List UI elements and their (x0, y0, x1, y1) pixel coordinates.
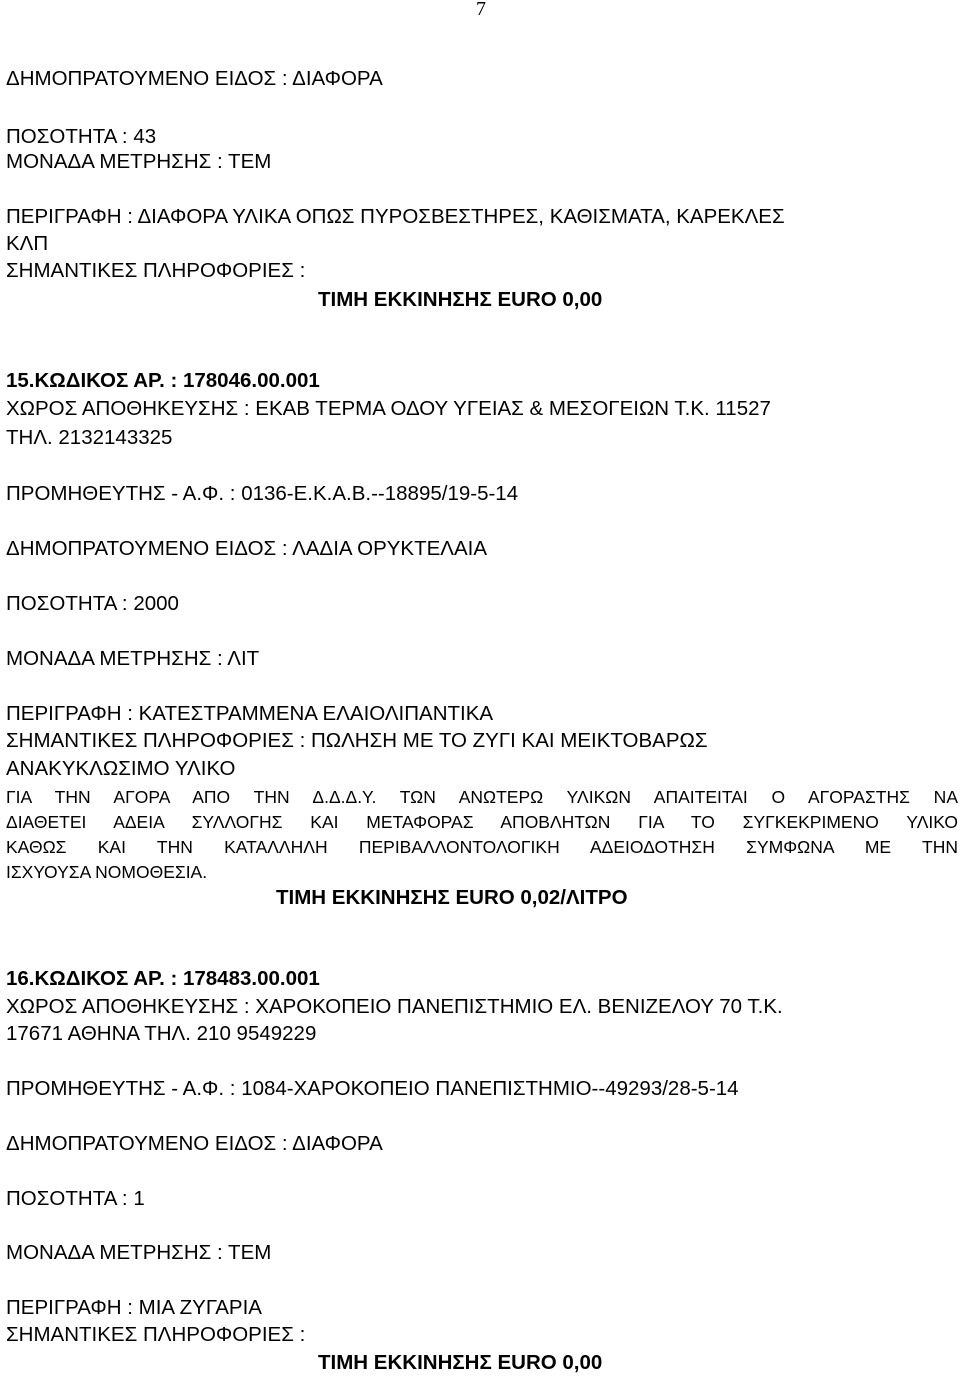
notes-paragraph-line: ΙΣΧΥΟΥΣΑ ΝΟΜΟΘΕΣΙΑ. (6, 862, 208, 882)
notes-line-cont: ΑΝΑΚΥΚΛΩΣΙΜΟ ΥΛΙΚΟ (6, 757, 236, 780)
storage-phone: 17671 ΑΘΗΝΑ ΤΗΛ. 210 9549229 (6, 1022, 317, 1045)
storage-location: ΧΩΡΟΣ ΑΠΟΘΗΚΕΥΣΗΣ : ΧΑΡΟΚΟΠΕΙΟ ΠΑΝΕΠΙΣΤΗΜΙΟ ΕΛ. ΒΕΝΙΖΕΛΟΥ 70 Τ.Κ. (6, 995, 783, 1018)
starting-price: ΤΙΜΗ ΕΚΚΙΝΗΣΗΣ EURO 0,00 (318, 288, 603, 311)
notes-line: ΣΗΜΑΝΤΙΚΕΣ ΠΛΗΡΟΦΟΡΙΕΣ : ΠΩΛΗΣΗ ΜΕ ΤΟ ΖΥΓΙ ΚΑΙ ΜΕΙΚΤΟΒΑΡΩΣ (6, 729, 708, 752)
description-line: ΠΕΡΙΓΡΑΦΗ : ΔΙΑΦΟΡΑ ΥΛΙΚΑ ΟΠΩΣ ΠΥΡΟΣΒΕΣΤΗΡΕΣ, ΚΑΘΙΣΜΑΤΑ, ΚΑΡΕΚΛΕΣ (6, 205, 785, 228)
supplier-line: ΠΡΟΜΗΘΕΥΤΗΣ - Α.Φ. : 0136-Ε.Κ.Α.Β.--18895/19-5-14 (6, 482, 519, 505)
notes-paragraph-line: ΔΙΑΘΕΤΕΙ ΑΔΕΙΑ ΣΥΛΛΟΓΗΣ ΚΑΙ ΜΕΤΑΦΟΡΑΣ ΑΠΟΒΛΗΤΩΝ ΓΙΑ ΤΟ ΣΥΓΚΕΚΡΙΜΕΝΟ ΥΛΙΚΟ (6, 812, 958, 832)
quantity-line: ΠΟΣΟΤΗΤΑ : 43 (6, 125, 157, 148)
storage-location: ΧΩΡΟΣ ΑΠΟΘΗΚΕΥΣΗΣ : ΕΚΑΒ ΤΕΡΜΑ ΟΔΟΥ ΥΓΕΙΑΣ & ΜΕΣΟΓΕΙΩΝ Τ.Κ. 11527 (6, 397, 771, 420)
supplier-line: ΠΡΟΜΗΘΕΥΤΗΣ - Α.Φ. : 1084-ΧΑΡΟΚΟΠΕΙΟ ΠΑΝΕΠΙΣΤΗΜΙΟ--49293/28-5-14 (6, 1077, 739, 1100)
quantity-line: ΠΟΣΟΤΗΤΑ : 1 (6, 1187, 145, 1210)
item-code: 16.ΚΩΔΙΚΟΣ ΑΡ. : 178483.00.001 (6, 967, 320, 990)
unit-line: ΜΟΝΑΔΑ ΜΕΤΡΗΣΗΣ : ΛΙΤ (6, 647, 260, 670)
notes-paragraph-line: ΚΑΘΩΣ ΚΑΙ ΤΗΝ ΚΑΤΑΛΛΗΛΗ ΠΕΡΙΒΑΛΛΟΝΤΟΛΟΓΙΚΗ ΑΔΕΙΟΔΟΤΗΣΗ ΣΥΜΦΩΝΑ ΜΕ ΤΗΝ (6, 837, 958, 857)
notes-line: ΣΗΜΑΝΤΙΚΕΣ ΠΛΗΡΟΦΟΡΙΕΣ : (6, 259, 306, 282)
starting-price: ΤΙΜΗ ΕΚΚΙΝΗΣΗΣ EURO 0,00 (318, 1351, 603, 1374)
unit-line: ΜΟΝΑΔΑ ΜΕΤΡΗΣΗΣ : ΤΕΜ (6, 150, 272, 173)
description-line: ΠΕΡΙΓΡΑΦΗ : ΜΙΑ ΖΥΓΑΡΙΑ (6, 1296, 262, 1319)
quantity-line: ΠΟΣΟΤΗΤΑ : 2000 (6, 592, 179, 615)
notes-line: ΣΗΜΑΝΤΙΚΕΣ ΠΛΗΡΟΦΟΡΙΕΣ : (6, 1323, 306, 1346)
storage-phone: ΤΗΛ. 2132143325 (6, 426, 173, 449)
unit-line: ΜΟΝΑΔΑ ΜΕΤΡΗΣΗΣ : ΤΕΜ (6, 1241, 272, 1264)
item-line: ΔΗΜΟΠΡΑΤΟΥΜΕΝΟ ΕΙΔΟΣ : ΔΙΑΦΟΡΑ (6, 67, 383, 90)
item-code: 15.ΚΩΔΙΚΟΣ ΑΡ. : 178046.00.001 (6, 369, 320, 392)
description-line-cont: ΚΛΠ (6, 232, 49, 255)
page-number: 7 (476, 0, 486, 20)
item-line: ΔΗΜΟΠΡΑΤΟΥΜΕΝΟ ΕΙΔΟΣ : ΔΙΑΦΟΡΑ (6, 1132, 383, 1155)
description-line: ΠΕΡΙΓΡΑΦΗ : ΚΑΤΕΣΤΡΑΜΜΕΝΑ ΕΛΑΙΟΛΙΠΑΝΤΙΚΑ (6, 702, 494, 725)
item-line: ΔΗΜΟΠΡΑΤΟΥΜΕΝΟ ΕΙΔΟΣ : ΛΑΔΙΑ ΟΡΥΚΤΕΛΑΙΑ (6, 537, 488, 560)
starting-price: ΤΙΜΗ ΕΚΚΙΝΗΣΗΣ EURO 0,02/ΛΙΤΡΟ (276, 886, 628, 909)
notes-paragraph-line: ΓΙΑ ΤΗΝ ΑΓΟΡΑ ΑΠΟ ΤΗΝ Δ.Δ.Δ.Υ. ΤΩΝ ΑΝΩΤΕΡΩ ΥΛΙΚΩΝ ΑΠΑΙΤΕΙΤΑΙ Ο ΑΓΟΡΑΣΤΗΣ ΝΑ (6, 787, 958, 807)
